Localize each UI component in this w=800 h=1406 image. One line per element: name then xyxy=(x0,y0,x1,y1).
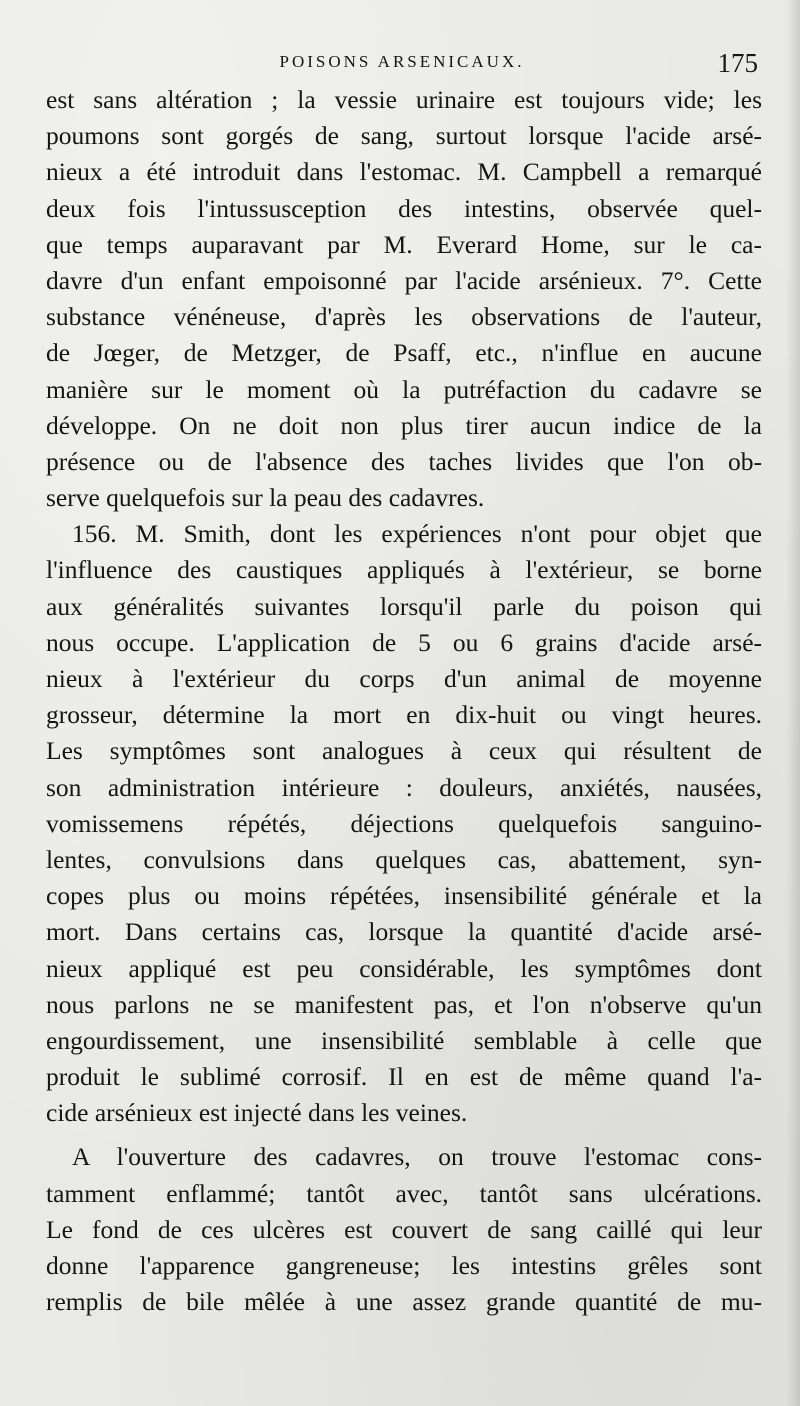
text-line: aux généralités suivantes lorsqu'il parle du poison qui xyxy=(46,591,762,621)
paragraph xyxy=(46,82,762,516)
text-line: A l'ouverture des cadavres, on trouve l'estomac cons- xyxy=(72,1142,762,1172)
running-title: POISONS ARSENICAUX. xyxy=(279,52,525,71)
text-line: que temps auparavant par M. Everard Home, sur le ca- xyxy=(46,229,762,259)
text-line: nieux à l'extérieur du corps d'un animal de moyenne xyxy=(46,664,762,693)
text-line: nieux appliqué est peu considérable, les symptômes dont xyxy=(46,953,762,983)
text-line: 156. M. Smith, dont les expériences n'ont pour objet que xyxy=(72,519,762,549)
text-line: vomissemens répétés, déjections quelquefois sanguino- xyxy=(46,808,762,838)
paragraph xyxy=(46,516,762,1131)
text-line: remplis de bile mêlée à une assez grande quantité de mu- xyxy=(46,1287,762,1317)
text-line: substance vénéneuse, d'après les observations de l'auteur, xyxy=(46,302,762,332)
text-line: de Jœger, de Metzger, de Psaff, etc., n'influe en aucune xyxy=(46,338,762,368)
paragraph xyxy=(46,1139,762,1320)
text-line: copes plus ou moins répétées, insensibilité générale et la xyxy=(46,881,762,911)
text-line: manière sur le moment où la putréfaction du cadavre se xyxy=(46,374,762,404)
text-line: tamment enflammé; tantôt avec, tantôt sans ulcérations. xyxy=(46,1178,762,1208)
text-line: mort. Dans certains cas, lorsque la quantité d'acide arsé- xyxy=(46,917,762,947)
text-line: nieux a été introduit dans l'estomac. M. Campbell a remarqué xyxy=(46,157,762,187)
text-line: produit le sublimé corrosif. Il en est de même quand l'a- xyxy=(46,1062,762,1092)
text-line: nous parlons ne se manifestent pas, et l'on n'observe qu'un xyxy=(46,989,762,1019)
text-line: lentes, convulsions dans quelques cas, abattement, syn- xyxy=(46,844,762,874)
text-line: Les symptômes sont analogues à ceux qui résultent de xyxy=(46,736,762,766)
body-text xyxy=(46,82,762,1320)
text-line: développe. On ne doit non plus tirer aucun indice de la xyxy=(46,410,762,440)
text-line: poumons sont gorgés de sang, surtout lorsque l'acide arsé- xyxy=(46,121,762,151)
text-line: grosseur, détermine la mort en dix-huit ou vingt heures. xyxy=(46,700,762,730)
text-line: est sans altération ; la vessie urinaire est toujours vide; les xyxy=(46,85,762,114)
text-line: présence ou de l'absence des taches livides que l'on ob- xyxy=(46,446,762,476)
text-line: davre d'un enfant empoisonné par l'acide arsénieux. 7°. Cette xyxy=(46,265,762,295)
text-line: l'influence des caustiques appliqués à l'extérieur, se borne xyxy=(46,555,762,585)
text-line: engourdissement, une insensibilité semblable à celle que xyxy=(46,1025,762,1055)
page-edge-shadow xyxy=(786,0,800,1406)
text-line: nous occupe. L'application de 5 ou 6 grains d'acide arsé- xyxy=(46,627,762,657)
text-line: serve quelquefois sur la peau des cadavres. xyxy=(46,483,485,513)
text-line: deux fois l'intussusception des intestins, observée quel- xyxy=(46,193,762,223)
running-head xyxy=(46,48,758,80)
text-line: cide arsénieux est injecté dans les veines. xyxy=(46,1098,468,1128)
text-line: son administration intérieure : douleurs, anxiétés, nausées, xyxy=(46,772,762,802)
paragraph-gap xyxy=(46,1131,762,1139)
text-line: donne l'apparence gangreneuse; les intestins grêles sont xyxy=(46,1251,762,1280)
text-line: Le fond de ces ulcères est couvert de sang caillé qui leur xyxy=(46,1214,762,1244)
page-number: 175 xyxy=(717,48,758,78)
